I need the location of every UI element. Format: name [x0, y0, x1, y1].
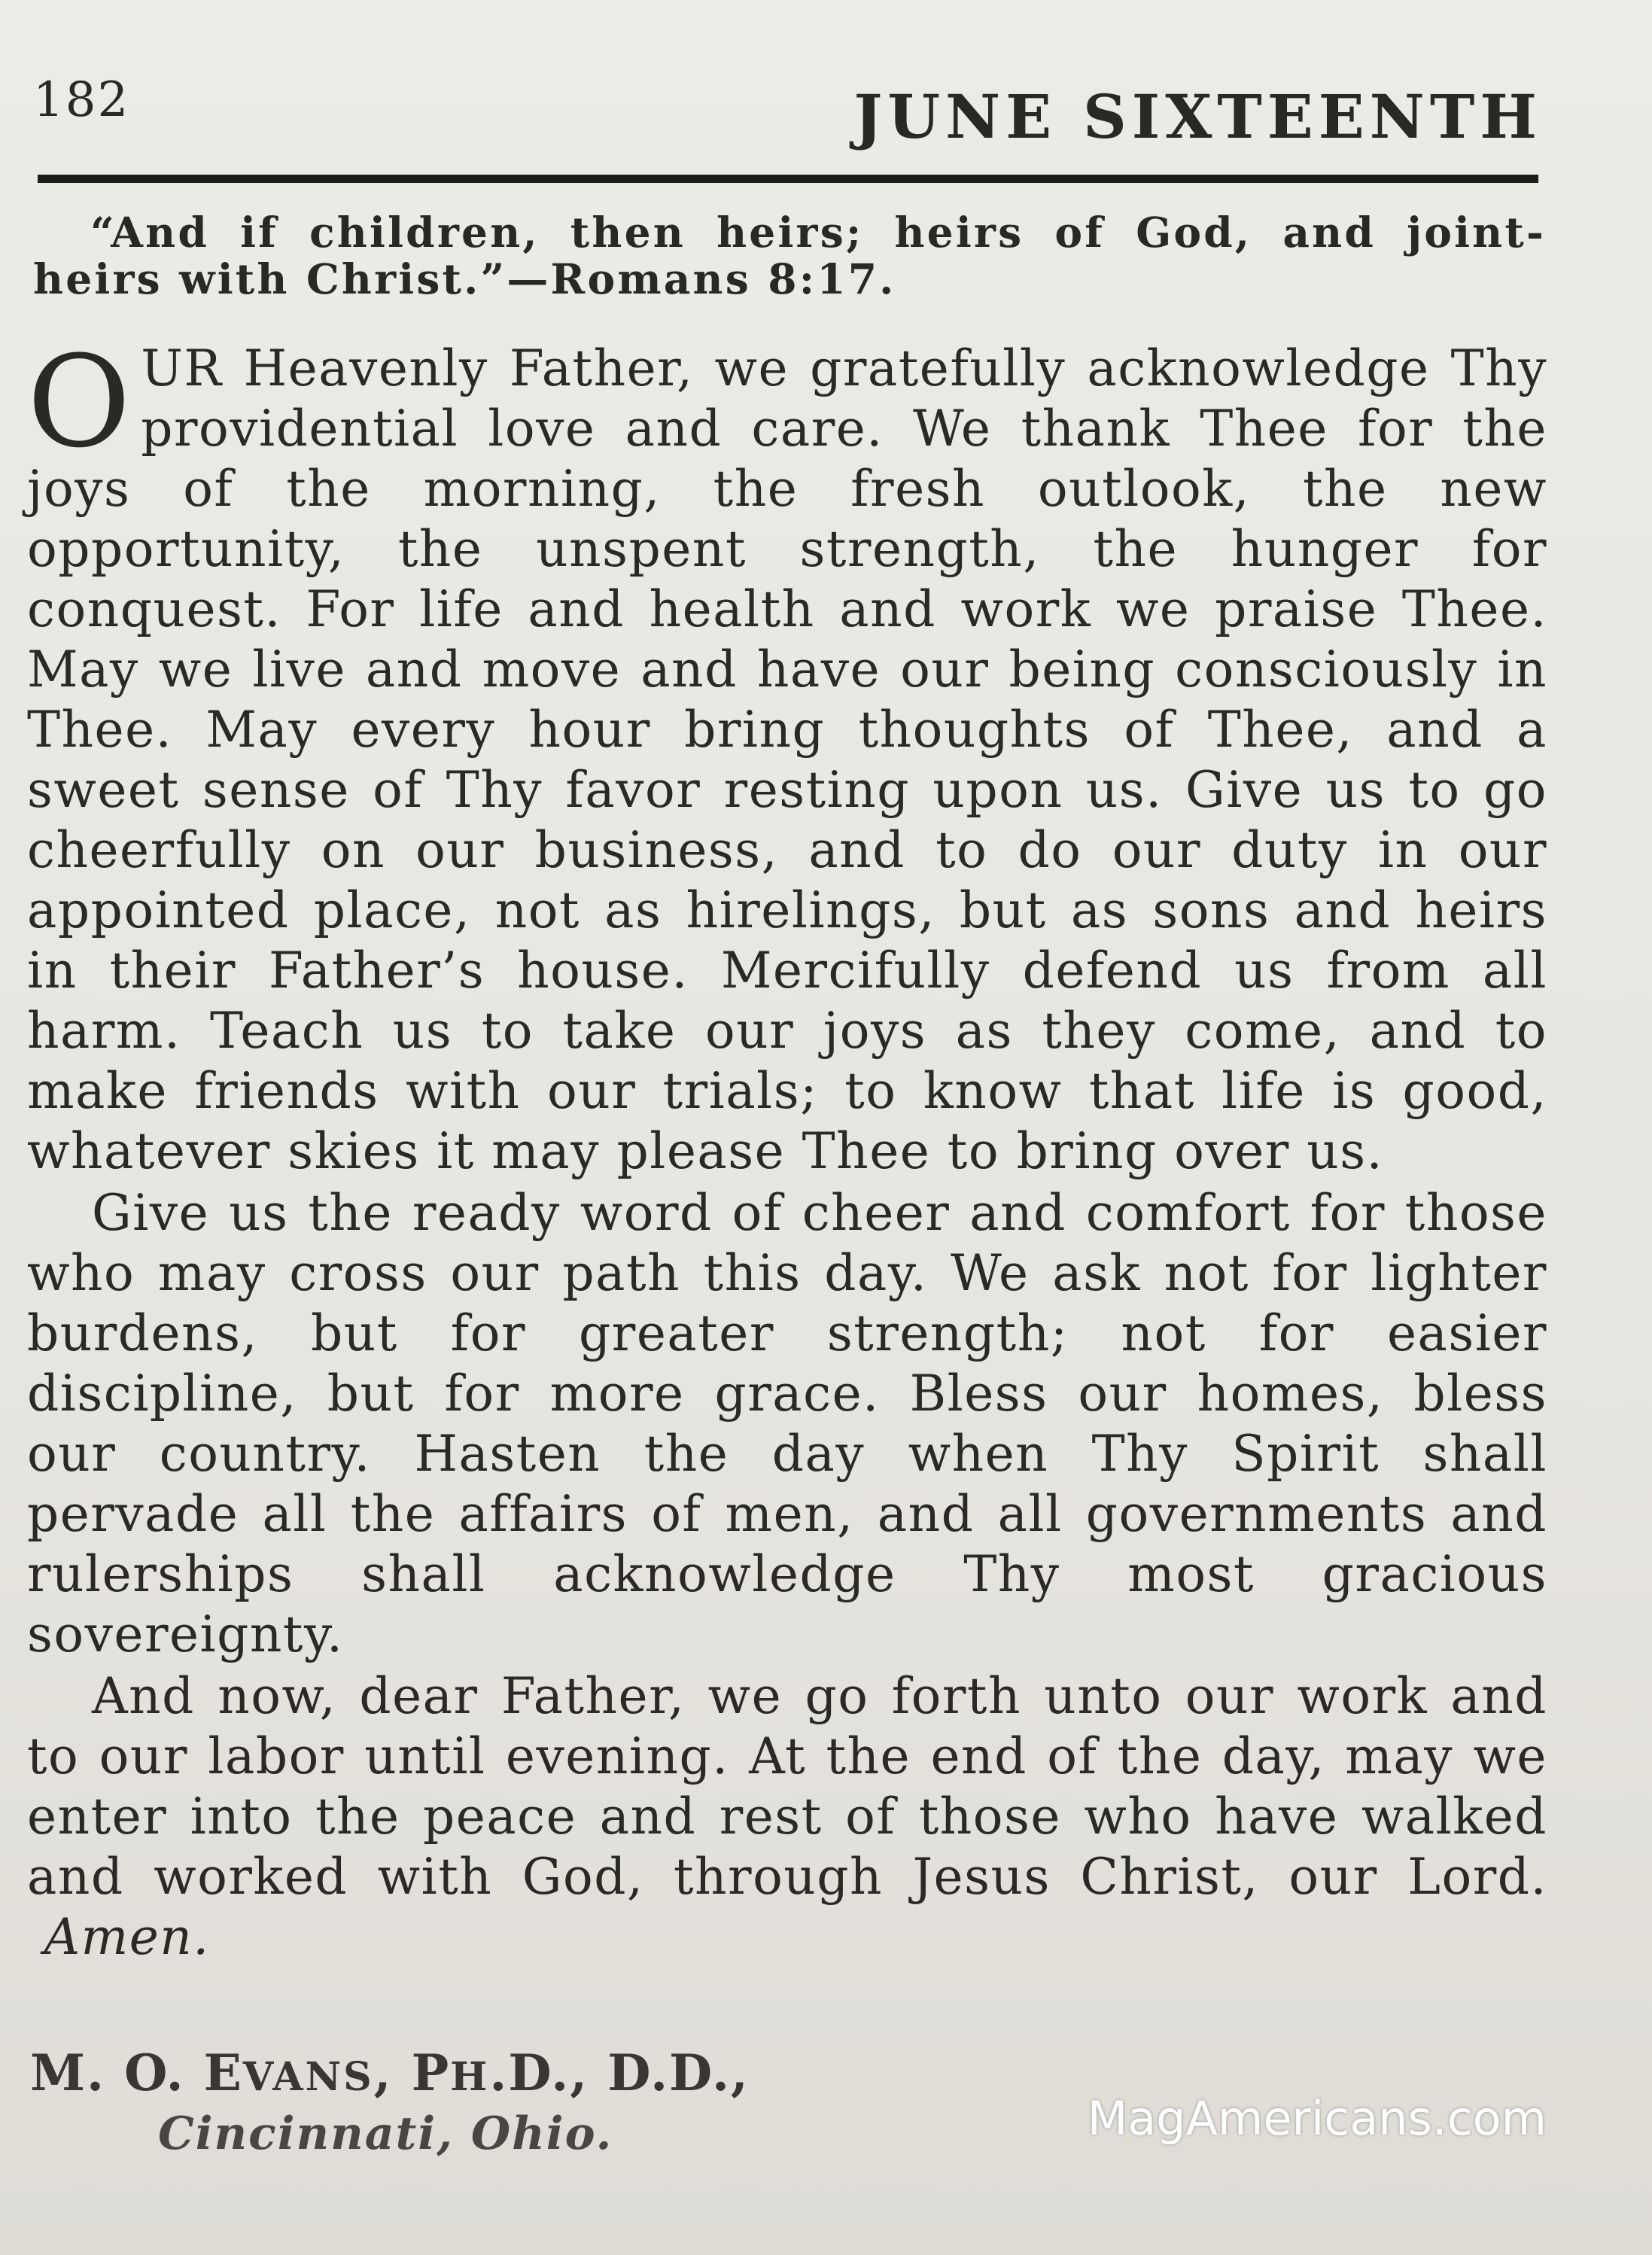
author-initials: M. O. E	[30, 2043, 243, 2102]
credential-p: P	[411, 2043, 451, 2102]
epigraph-verse	[33, 209, 1546, 303]
amen: Amen.	[44, 1908, 210, 1966]
epigraph-line-1: “And if children, then heirs; heirs of God, and joint-	[90, 208, 1546, 257]
author-signature: M. O. EVANS, PH.D., D.D.,	[30, 2043, 750, 2102]
drop-cap: O	[27, 328, 132, 476]
paragraph-1-text: UR Heavenly Father, we gratefully acknowledge Thy providential love and care. We thank Thee for the joys of the morning, the fresh outlook, the new opportunity, the unspent strength, the hunger for conquest. For life and health and work we praise Thee. May we live and move and have our being consciously in Thee. May every hour bring thoughts of Thee, and a sweet sense of Thy favor resting upon us. Give us to go cheerfully on our business, and to do our duty in our appointed place, not as hirelings, but as sons and heirs in their Father’s house. Mercifully defend us from all harm. Teach us to take our joys as they come, and to make friends with our trials; to know that life is good, whatever skies it may please Thee to bring over us.	[27, 339, 1547, 1180]
paragraph-3-text: And now, dear Father, we go forth unto our work and to our labor until evening. At the end of the day, may we enter into the peace and rest of those who have walked and worked with God, through Jesus Christ, our Lord.	[27, 1667, 1547, 1906]
header-rule	[38, 175, 1538, 183]
credentials-rest: .D., D.D.,	[489, 2043, 750, 2102]
page-number: 182	[33, 72, 130, 128]
credential-h-smallcaps: H	[450, 2054, 490, 2100]
prayer-paragraph-3	[27, 1666, 1547, 1967]
epigraph-line-2: heirs with Christ.”—Romans 8:17.	[33, 254, 896, 303]
prayer-body	[27, 328, 1547, 1967]
prayer-paragraph-2: Give us the ready word of cheer and comfort for those who may cross our path this day. We ask not for lighter burdens, but for greater strength; not for easier discipline, but for more grace. Bless our homes, bless our country. Hasten the day when Thy Spirit shall pervade all the affairs of men, and all governments and rulerships shall acknowledge Thy most gracious sovereignty.	[27, 1184, 1547, 1663]
watermark-logo: MagAmericans.com	[1087, 2091, 1547, 2146]
running-head: JUNE SIXTEENTH	[853, 81, 1542, 152]
author-location: Cincinnati, Ohio.	[158, 2107, 613, 2160]
prayer-paragraph-1	[27, 328, 1547, 1182]
author-name-smallcaps: VANS	[242, 2054, 374, 2100]
